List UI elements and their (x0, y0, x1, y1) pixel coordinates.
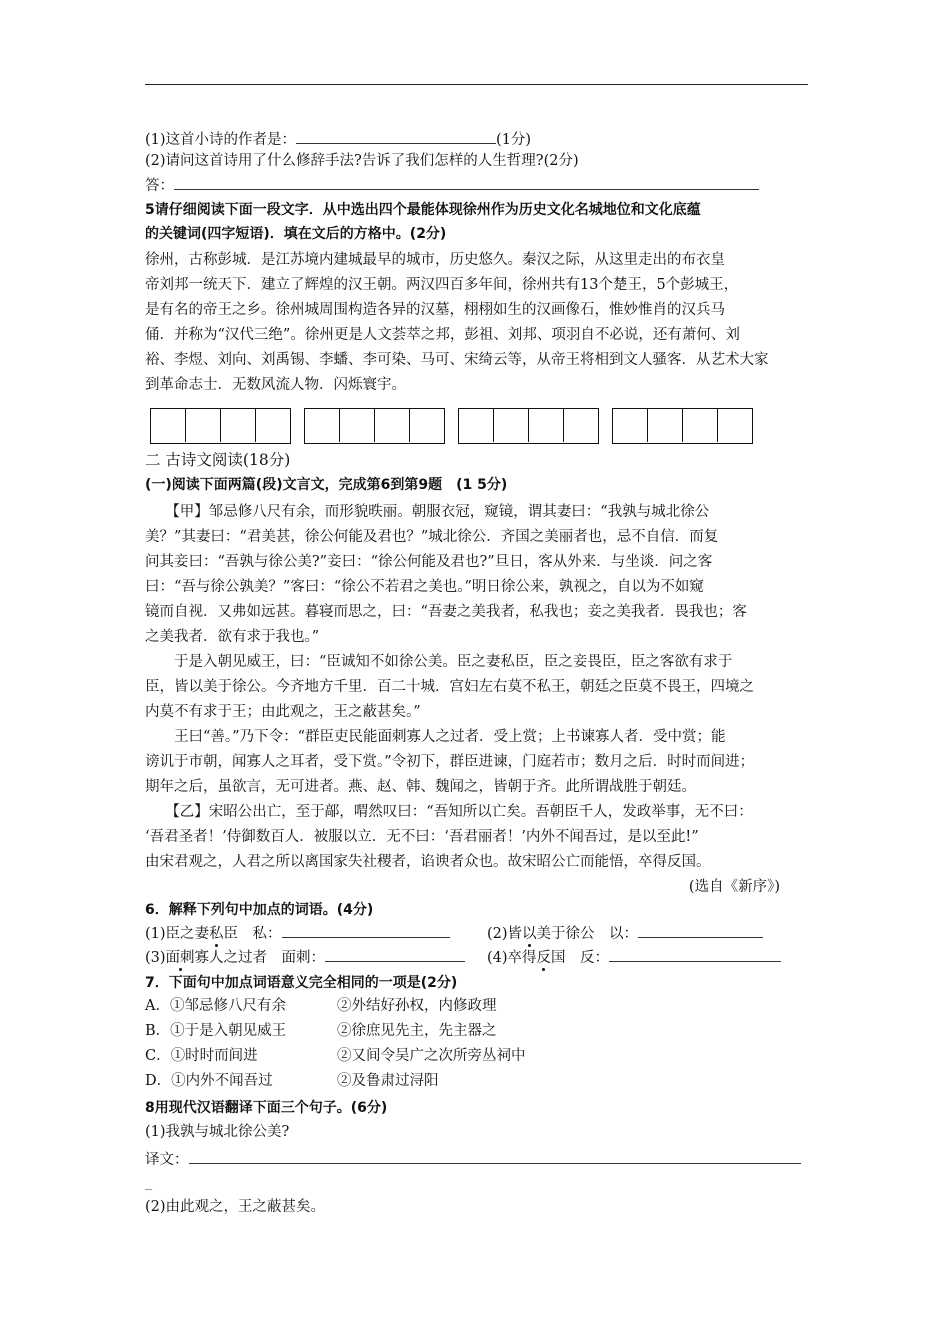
q8-title: 8用现代汉语翻译下面三个句子。(6分) (145, 1100, 388, 1116)
q-prev-item1: (1)这首小诗的作者是： (1分) (145, 128, 531, 150)
answer-blank[interactable] (296, 128, 496, 144)
dotted-word: 面刺 (165, 950, 195, 966)
q5-passage (145, 248, 810, 398)
jia-line: 之美我者．欲有求于我也。” (145, 629, 320, 645)
q-prev-item2: (2)请问这首诗用了什么修辞手法?告诉了我们怎样的人生哲理?(2分) (145, 153, 579, 169)
answer-blank[interactable] (638, 922, 763, 938)
passage-line: 帝刘邦一统天下．建立了辉煌的汉王朝。两汉四百多年间，徐州共有13个楚王，5个彭城王， (145, 277, 739, 293)
q6-item-3: (3)面刺寡人之过者 面刺： (145, 946, 465, 968)
sub-section-title: (一)阅读下面两篇(段)文言文，完成第6到第9题 (1 5分) (145, 477, 508, 493)
jia-line: 【甲】邹忌修八尺有余，而形貌昳丽。朝服衣冠，窥镜，谓其妻曰：“我孰与城北徐公 (165, 504, 710, 520)
answer-blank[interactable] (282, 922, 450, 938)
yi-line: 由宋君观之，人君之所以离国家失社稷者，谄谀者众也。故宋昭公亡而能悟，卒得反国。 (145, 854, 711, 870)
yi-line: 【乙】宋昭公出亡，至于鄗，喟然叹曰：“吾知所以亡矣。吾朝臣千人，发政举事，无不曰： (165, 804, 753, 820)
q7-option-d[interactable]: D．①内外不闻吾过 (145, 1073, 273, 1089)
keyword-box-2[interactable] (304, 408, 445, 444)
header-rule (145, 84, 808, 85)
passage-line: 到革命志士．无数风流人物．闪烁寰宇。 (145, 377, 406, 393)
q8-sentence-1: (1)我孰与城北徐公美? (145, 1124, 290, 1140)
translation-blank[interactable] (189, 1148, 801, 1164)
yi-line: ‘吾君圣者！’侍御数百人．被服以立．无不曰：‘吾君丽者！’内外不闻吾过，是以至此!” (145, 829, 699, 845)
q8-sentence-2: (2)由此观之，王之蔽甚矣。 (145, 1199, 326, 1215)
para2-line: 内莫不有求于王；由此观之，王之蔽甚矣。” (145, 704, 421, 720)
para3-line: 期年之后，虽欲言，无可进者。燕、赵、韩、魏闻之，皆朝于齐。此所谓战胜于朝廷。 (145, 779, 696, 795)
jia-line: 曰：“吾与徐公孰美？”客曰：“徐公不若君之美也。”明日徐公来，孰视之，自以为不如窥 (145, 579, 704, 595)
q7-option-b-right: ②徐庶见先主，先主器之 (337, 1023, 497, 1039)
dotted-word: 反 (536, 950, 552, 966)
q7-option-c-right: ②又间令吴广之次所旁丛祠中 (337, 1048, 526, 1064)
para3-line: 谤讥于市朝，闻寡人之耳者，受下赏。”令初下，群臣进谏，门庭若市；数月之后．时时而间进； (145, 754, 755, 770)
passage-line: 是有名的帝王之乡。徐州城周围构造各异的汉墓，栩栩如生的汉画像石，惟妙惟肖的汉兵马 (145, 302, 725, 318)
para2-line: 于是入朝见威王，曰：“臣诚知不如徐公美。臣之妻私臣，臣之妾畏臣，臣之客欲有求于 (174, 654, 733, 670)
answer-blank[interactable] (174, 174, 759, 190)
q5-prompt-line2: 的关键词(四字短语)．填在文后的方格中。(2分) (145, 226, 447, 242)
keyword-box-4[interactable] (612, 408, 753, 444)
jia-line: 镜而自视．又弗如远甚。暮寝而思之，曰：“吾妻之美我者，私我也；妾之美我者．畏我也；客 (145, 604, 747, 620)
answer-blank[interactable] (609, 946, 781, 962)
para3-line: 王曰“善。”乃下令：“群臣吏民能面刺寡人之过者．受上赏；上书谏寡人者．受中赏；能 (174, 729, 726, 745)
q6-item-1: (1)臣之妻私臣 私： (145, 922, 450, 944)
keyword-box-1[interactable] (150, 408, 291, 444)
source-citation: (选自《新序》) (688, 879, 780, 895)
q7-option-c[interactable]: C．①时时而间进 (145, 1048, 258, 1064)
q5-prompt-line1: 5请仔细阅读下面一段文字．从中选出四个最能体现徐州作为历史文化名城地位和文化底蕴 (145, 202, 701, 218)
passage-line: 俑．并称为“汉代三绝”。徐州更是人文荟萃之邦，彭祖、刘邦、项羽自不必说，还有萧何、刘 (145, 327, 740, 343)
passage-line: 徐州，古称彭城．是江苏境内建城最早的城市，历史悠久。秦汉之际，从这里走出的布衣皇 (145, 252, 725, 268)
q6-title: 6．解释下列句中加点的词语。(4分) (145, 902, 374, 918)
keyword-answer-grid (150, 408, 766, 444)
q6-item-2: (2)皆以美于徐公 以： (487, 922, 763, 944)
para2-line: 臣，皆以美于徐公。今齐地方千里．百二十城．宫妇左右莫不私王，朝廷之臣莫不畏王，四境之 (145, 679, 754, 695)
classical-text (145, 500, 810, 900)
section-title: 二 古诗文阅读(18分) (145, 451, 291, 469)
q7-option-d-right: ②及鲁肃过浔阳 (337, 1073, 439, 1089)
q7-title: 7．下面句中加点词语意义完全相同的一项是(2分) (145, 975, 458, 991)
passage-line: 裕、李煜、刘向、刘禹锡、李蟠、李可染、马可、宋绮云等，从帝王将相到文人骚客．从艺术大家 (145, 352, 769, 368)
q6-item-4: (4)卒得反国 反： (487, 946, 781, 968)
q7-option-b[interactable]: B．①于是入朝见威王 (145, 1023, 287, 1039)
stray-underscore: _ (145, 1174, 153, 1190)
jia-line: 问其妾曰：“吾孰与徐公美?”妾曰：“徐公何能及君也?”旦日，客从外来．与坐谈．问之客 (145, 554, 713, 570)
dotted-word: 以 (522, 926, 537, 942)
q-prev-answer: 答： (145, 174, 759, 196)
keyword-box-3[interactable] (458, 408, 599, 444)
dotted-word: 私 (209, 926, 224, 942)
q7-option-a[interactable]: A．①邹忌修八尺有余 (145, 998, 286, 1014)
q8-translation-1: 译文： (145, 1148, 801, 1170)
jia-line: 美？”其妻曰：“君美甚，徐公何能及君也？”城北徐公．齐国之美丽者也，忌不自信．而复 (145, 529, 719, 545)
q7-option-a-right: ②外结好孙权，内修政理 (337, 998, 497, 1014)
answer-blank[interactable] (325, 946, 465, 962)
